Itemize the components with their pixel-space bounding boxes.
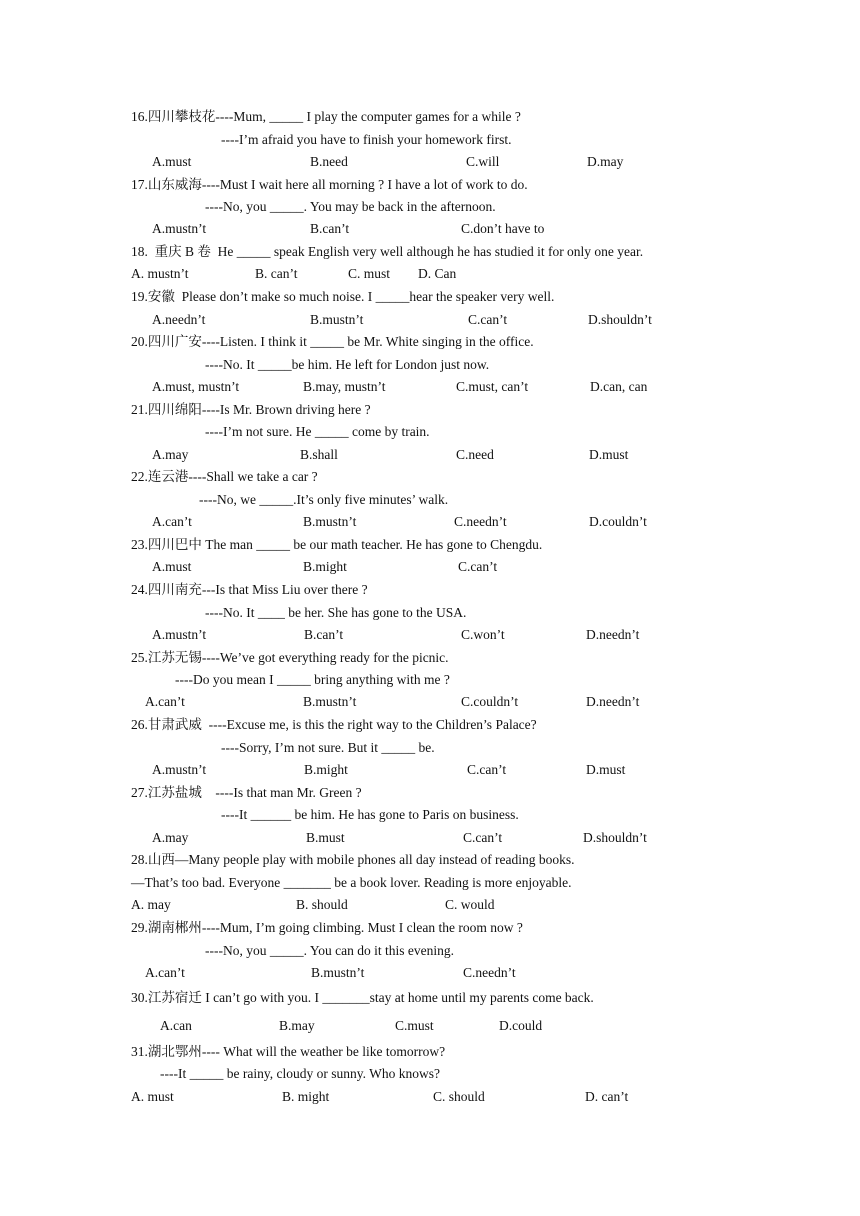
answer-option: A.must (152, 559, 192, 574)
answer-option: B.may, mustn’t (303, 379, 386, 394)
question-reply: ----Sorry, I’m not sure. But it _____ be. (221, 740, 435, 755)
answer-option: B.might (303, 559, 347, 574)
answer-option: C.needn’t (463, 965, 516, 980)
answer-option: D.can, can (590, 379, 648, 394)
answer-option: C. should (433, 1089, 485, 1104)
answer-option: C.couldn’t (461, 694, 519, 709)
question-reply: ----It _____ be rainy, cloudy or sunny. Who knows? (160, 1066, 440, 1081)
question-stem: 22.连云港----Shall we take a car ? (131, 469, 318, 484)
answer-option: A.mustn’t (152, 627, 207, 642)
answer-option: A.may (152, 830, 189, 845)
question-stem: 21.四川绵阳----Is Mr. Brown driving here ? (131, 402, 371, 417)
answer-option: C.can’t (467, 762, 507, 777)
answer-option: C.won’t (461, 627, 505, 642)
answer-option: B.can’t (304, 627, 344, 642)
question-reply: ----No, you _____. You can do it this evening. (205, 943, 454, 958)
answer-option: A.can (160, 1018, 192, 1033)
answer-option: B.might (304, 762, 348, 777)
answer-option: C.must, can’t (456, 379, 529, 394)
question-reply: ----I’m afraid you have to finish your homework first. (221, 132, 512, 147)
answer-option: C.must (395, 1018, 434, 1033)
answer-option: C.can’t (463, 830, 503, 845)
answer-option: D.could (499, 1018, 543, 1033)
answer-option: C. would (445, 897, 495, 912)
answer-option: D.may (587, 154, 624, 169)
answer-option: B. might (282, 1089, 330, 1104)
answer-option: C.can’t (468, 312, 508, 327)
answer-option: A.must (152, 154, 192, 169)
question-stem: 16.四川攀枝花----Mum, _____ I play the computer games for a while ? (131, 109, 521, 124)
answer-option: C.need (456, 447, 494, 462)
answer-option: A. mustn’t (131, 266, 189, 281)
answer-option: D.shouldn’t (583, 830, 647, 845)
answer-option: B.need (310, 154, 348, 169)
answer-option: A.must, mustn’t (152, 379, 240, 394)
question-stem: 26.甘肃武威 ----Excuse me, is this the right way to the Children’s Palace? (131, 717, 537, 732)
question-stem: 20.四川广安----Listen. I think it _____ be Mr. White singing in the office. (131, 334, 534, 349)
answer-option: A.mustn’t (152, 762, 207, 777)
question-stem: 19.安徽 Please don’t make so much noise. I _____hear the speaker very well. (131, 289, 555, 304)
question-stem: 28.山西—Many people play with mobile phones all day instead of reading books. (131, 852, 575, 867)
answer-option: A.can’t (152, 514, 192, 529)
question-stem: 27.江苏盐城 ----Is that man Mr. Green ? (131, 785, 362, 800)
answer-option: A.can’t (145, 694, 185, 709)
answer-option: B. should (296, 897, 348, 912)
answer-option: A.needn’t (152, 312, 206, 327)
answer-option: C.don’t have to (461, 221, 545, 236)
answer-option: D.must (586, 762, 626, 777)
question-stem: 18. 重庆 B 卷 He _____ speak English very well although he has studied it for only one year. (131, 244, 644, 259)
question-stem: 23.四川巴中 The man _____ be our math teacher. He has gone to Chengdu. (131, 537, 543, 552)
answer-option: B. can’t (255, 266, 298, 281)
answer-option: B.may (279, 1018, 315, 1033)
answer-option: D.needn’t (586, 694, 640, 709)
question-stem: 25.江苏无锡----We’ve got everything ready for the picnic. (131, 650, 449, 665)
answer-option: D.shouldn’t (588, 312, 652, 327)
question-stem: 29.湖南郴州----Mum, I’m going climbing. Must I clean the room now ? (131, 920, 523, 935)
question-stem: 24.四川南充---Is that Miss Liu over there ? (131, 582, 368, 597)
question-reply: ----Do you mean I _____ bring anything with me ? (175, 672, 450, 687)
answer-option: D. Can (418, 266, 457, 281)
answer-option: C.can’t (458, 559, 498, 574)
answer-option: D.needn’t (586, 627, 640, 642)
answer-option: A.can’t (145, 965, 185, 980)
question-reply: ----No. It ____ be her. She has gone to the USA. (205, 605, 467, 620)
answer-option: B.shall (300, 447, 338, 462)
question-reply: ----No, you _____. You may be back in the afternoon. (205, 199, 496, 214)
answer-option: A.may (152, 447, 189, 462)
answer-option: B.can’t (310, 221, 350, 236)
question-reply: ----I’m not sure. He _____ come by train. (205, 424, 430, 439)
question-reply: ----No. It _____be him. He left for London just now. (205, 357, 490, 372)
answer-option: D. can’t (585, 1089, 629, 1104)
question-stem: 31.湖北鄂州---- What will the weather be like tomorrow? (131, 1044, 446, 1059)
question-reply: —That’s too bad. Everyone _______ be a book lover. Reading is more enjoyable. (131, 875, 572, 890)
answer-option: C.will (466, 154, 500, 169)
answer-option: A. must (131, 1089, 174, 1104)
answer-option: D.couldn’t (589, 514, 647, 529)
answer-option: C. must (348, 266, 391, 281)
answer-option: B.mustn’t (303, 694, 357, 709)
answer-option: B.mustn’t (311, 965, 365, 980)
question-stem: 17.山东威海----Must I wait here all morning ? I have a lot of work to do. (131, 177, 528, 192)
question-reply: ----It ______ be him. He has gone to Paris on business. (221, 807, 519, 822)
question-stem: 30.江苏宿迁 I can’t go with you. I _______stay at home until my parents come back. (131, 990, 594, 1005)
answer-option: D.must (589, 447, 629, 462)
answer-option: B.mustn’t (310, 312, 364, 327)
answer-option: B.mustn’t (303, 514, 357, 529)
answer-option: C.needn’t (454, 514, 507, 529)
answer-option: A. may (131, 897, 171, 912)
question-reply: ----No, we _____.It’s only five minutes’ walk. (199, 492, 449, 507)
answer-option: A.mustn’t (152, 221, 207, 236)
answer-option: B.must (306, 830, 345, 845)
